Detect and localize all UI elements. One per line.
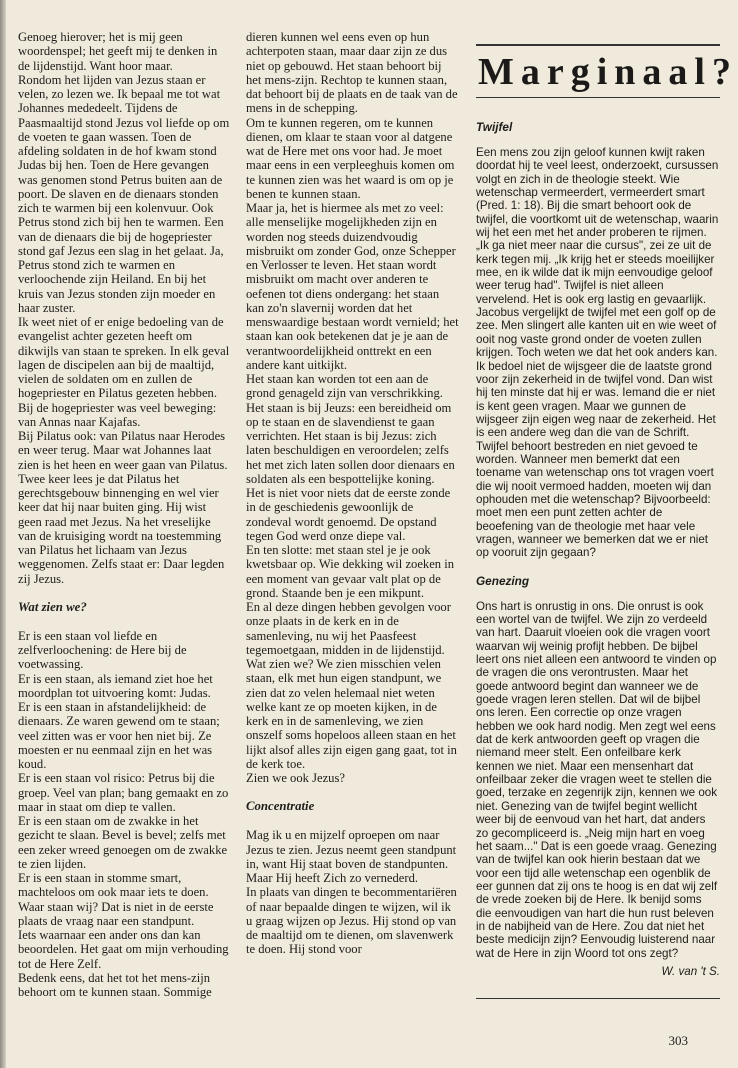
- paragraph: Ik weet niet of er enige bedoeling van de evangelist achter gezeten heeft om dikwijls van staan te spreken. In elk geval lagen de discipelen aan bij de maaltijd, vielen de soldaten om en zullen de hogepriester en Pilatus gezeten hebben. Bij de hogepriester was veel beweging: van Annas naar Kajafas.: [18, 315, 230, 429]
- page-number: 303: [668, 1033, 688, 1048]
- sidebar-paragraph: Een mens zou zijn geloof kunnen kwijt raken doordat hij te veel leest, onderzoekt, cursussen volgt en zich in de theologie steekt. Wie wetenschap vermeerdert, vermeerdert smart (Pred. 1: 18). Bij die smart behoort ook de twijfel, die voortkomt uit de wetenschap, waarin wij het een met het ander proberen te rijmen. „Ik ga niet meer naar die cursus", zei ze uit de kerk tegen mij. „Ik krijg het er steeds moeilijker mee, en ik wilde dat ik mijn eenvoudige geloof weer terug had". Twijfel is niet alleen vervelend. Het is ook erg lastig en gevaarlijk. Jacobus vergelijkt de twijfel met een golf op de zee. Men slingert alle kanten uit en wie weet of ooit nog vaste grond onder de voeten zullen krijgen. Toch weten we dat het ook anders kan. Ik bedoel niet de wijsgeer die de laatste grond voor zijn zekerheid in de twijfel vond. Dan wist hij ten minste dat hij er was. Iemand die er niet is kent geen vragen. Maar we gunnen de wijsgeer zijn eigen weg naar de zekerheid. Het is een andere weg dan die van de Schrift. Twijfel behoort bestreden en niet gevoed te worden. Wanneer men bemerkt dat een toename van wetenschap ons tot vragen voert die wij nooit vermoed hadden, moeten wij dan ophouden met die wetenschap? Bijvoorbeeld: moet men een punt zetten achter de beoefening van de theologie met haar vele vragen, wanneer we bemerken dat we er niet op vooruit zijn gegaan?: [476, 146, 719, 560]
- sidebar-paragraph: Ons hart is onrustig in ons. Die onrust is ook een wortel van de twijfel. We zijn zo verdeeld van hart. Daaruit vloeien ook die vragen voort waarvan wij weinig profijt hebben. De bijbel leert ons niet alleen een antwoord te vinden op de vragen die ons verontrusten. Maar het goede antwoord begint dan wanneer we de goede vragen leren stellen. Dat wil de bijbel ons leren. Een correctie op onze vragen hebben we ook hard nodig. Men zegt wel eens dat de kerk antwoorden geeft op vragen die niemand meer stelt. Een onfeilbare kerk kennen we niet. Maar een mensenhart dat onfeilbaar zeker die vragen weet te stellen die goed, terzake en zegenrijk zijn, kennen we ook niet. Genezing van de twijfel begint wellicht weer bij de eenvoud van het hart, dat anders zo gecompliceerd is. „Neig mijn hart en voeg het saam..." Dat is een goede vraag. Genezing van de twijfel kan ook hierin bestaan dat we voor een tijd alle wetenschap een ogenblik de eer gunnen dat zij ons te hoog is en dat wij zelf de vrede zoeken bij de Here. Ik benijd soms die eenvoudigen van hart die hun rust beleven in de nabijheid van de Here. Zou dat niet het beste medicijn zijn? Eenvoudig luisterend naar wat de Here in zijn Woord tot ons zegt?: [476, 599, 718, 960]
- page-spine-shadow: [0, 0, 6, 1068]
- section-heading-concentratie: Concentratie: [246, 799, 315, 814]
- paragraph: Rondom het lijden van Jezus staan er velen, zo lezen we. Ik bepaal me tot wat Johannes mededeelt. Tijdens de Paasmaaltijd stond Jezus vol liefde op om de voeten te gaan wassen. Toen de afdeling soldaten in de hof kwam stond Judas bij hen. Toen de Here gevangen was genomen stond Petrus buiten aan de poort. De slaven en de dienaars stonden zich te warmen bij een kolenvuur. Ook Petrus stond zich bij hen te warmen. Een van de dienaars die bij de hogepriester stond gaf Jezus een slag in het gelaat. Ja, Petrus stond zich te warmen en verloochende zijn Heiland. En bij het kruis van Jezus stonden zijn moeder en haar zuster.: [18, 72, 230, 315]
- paragraph: Er is een staan vol liefde en zelfverloochening: de Here bij de voetwassing.: [18, 628, 187, 672]
- divider: [476, 44, 720, 46]
- article-column-left: [18, 30, 230, 999]
- paragraph: Er is een staan om de zwakke in het gezicht te slaan. Bevel is bevel; zelfs met een zeker wreed genoegen om de zwakke te zien lijden.: [18, 814, 228, 871]
- section-heading-wat-zien-we: Wat zien we?: [18, 599, 87, 614]
- author-signature: W. van 't S.: [661, 964, 720, 978]
- divider: [476, 998, 720, 999]
- sidebar-title: Marginaal?: [478, 51, 738, 93]
- divider: [476, 97, 720, 98]
- article-column-middle: [246, 30, 460, 957]
- paragraph: Er is een staan, als iemand ziet hoe het moordplan tot uitvoering komt: Judas.: [18, 671, 213, 700]
- paragraph: Waar staan wij? Dat is niet in de eerste plaats de vraag naar een standpunt.: [18, 899, 214, 928]
- paragraph: Wat zien we? We zien misschien velen staan, elk met hun eigen standpunt, we zien dat zo velen helemaal niet weten welke kant ze op moeten kijken, in de kerk en in de samenleving, we zien onszelf soms hopeloos alleen staan en het lijkt alsof alles zijn eigen gang gaat, tot in de kerk toe.: [246, 657, 457, 771]
- paragraph: Er is een staan in afstandelijkheid: de dienaars. Ze waren gewend om te staan; veel zitten was er voor hen niet bij. Ze moesten er nu eenmaal zijn en het was koud.: [18, 700, 220, 771]
- paragraph: Bedenk eens, dat het tot het mens-zijn behoort om te kunnen staan. Sommige: [18, 970, 212, 999]
- paragraph: Er is een staan in stomme smart, machteloos om ook maar iets te doen.: [18, 871, 209, 900]
- paragraph: Bij Pilatus ook: van Pilatus naar Herodes en weer terug. Maar wat Johannes laat zien is het heen en weer gaan van Pilatus. Twee keer lees je dat Pilatus het gerechtsgebouw binnenging en wel vier keer dat hij naar buiten ging. Hij wist geen raad met Jezus. Na het vreselijke van de kruisiging wordt na toestemming van Pilatus het lichaam van Jezus weggenomen. Zelfs staat er: Daar legden zij Jezus.: [18, 429, 228, 586]
- paragraph: En al deze dingen hebben gevolgen voor onze plaats in de kerk en in de samenleving, nu wij het Paasfeest tegemoetgaan, midden in de lijdenstijd.: [246, 600, 451, 657]
- paragraph: Maar ja, het is hiermee als met zo veel: alle menselijke mogelijkheden zijn en worden nog steeds duizendvoudig misbruikt om zonder God, onze Schepper en Verlosser te leven. Het staan wordt misbruikt om macht over anderen te oefenen tot diens ondergang: het staan kan zo'n slavernij worden dat het menswaardige bestaan wordt vernield; het staan kan ook betekenen dat je je aan de verantwoordelijkheid onttrekt en een andere kant uitkijkt.: [246, 201, 459, 372]
- sidebar-marginaal: [476, 44, 738, 999]
- paragraph: Het is niet voor niets dat de eerste zonde in de geschiedenis gewoonlijk de zondeval wordt genoemd. De opstand tegen God werd onze diepe val.: [246, 486, 451, 543]
- paragraph: Het staan is bij Jeuzs: een bereidheid om op te staan en de slavendienst te gaan verrichten. Het staan is bij Jezus: zich laten beschuldigen en veroordelen; zelfs het met zich laten sollen door dienaars en soldaten als een bespottelijke koning.: [246, 400, 455, 486]
- sidebar-heading-twijfel: Twijfel: [476, 120, 513, 134]
- paragraph: Het staan kan worden tot een aan de grond genageld zijn van verschrikking.: [246, 372, 443, 401]
- paragraph: Zien we ook Jezus?: [246, 771, 345, 785]
- paragraph: dieren kunnen wel eens even op hun achterpoten staan, maar daar zijn ze dus niet op gebouwd. Het staan behoort bij het mens-zijn. Rechtop te kunnen staan, dat behoort bij de plaats en de taak van de mens in de schepping.: [246, 30, 458, 116]
- paragraph: Genoeg hierover; het is mij geen woordenspel; het geeft mij te denken in de lijdenstijd. Want hoor maar.: [18, 30, 218, 73]
- paragraph: Mag ik u en mijzelf oproepen om naar Jezus te zien. Jezus neemt geen standpunt in, want Hij staat boven de standpunten. Maar Hij heeft Zich zo vernederd.: [246, 828, 457, 885]
- paragraph: En ten slotte: met staan stel je je ook kwetsbaar op. Wie dekking wil zoeken in een moment van gevaar valt plat op de grond. Staande ben je een mikpunt.: [246, 543, 455, 600]
- paragraph: Om te kunnen regeren, om te kunnen dienen, om klaar te staan voor al datgene wat de Here met ons voor had. Je moet maar eens in een verpleeghuis komen om te kunnen zien was het waard is om op je benen te kunnen staan.: [246, 115, 455, 201]
- paragraph: In plaats van dingen te becommentariëren of naar bepaalde dingen te wijzen, wil ik u graag wijzen op Jezus. Hij stond op van de maaltijd om te dienen, om slavenwerk te doen. Hij stond voor: [246, 885, 457, 957]
- sidebar-heading-genezing: Genezing: [476, 573, 530, 588]
- paragraph: Iets waarnaar een ander ons dan kan beoordelen. Het gaat om mijn verhouding tot de Here Zelf.: [18, 928, 229, 971]
- sidebar-body: [476, 120, 720, 978]
- paragraph: Er is een staan vol risico: Petrus bij die groep. Veel van plan; bang gemaakt en zo maar in staat om diep te vallen.: [18, 771, 229, 814]
